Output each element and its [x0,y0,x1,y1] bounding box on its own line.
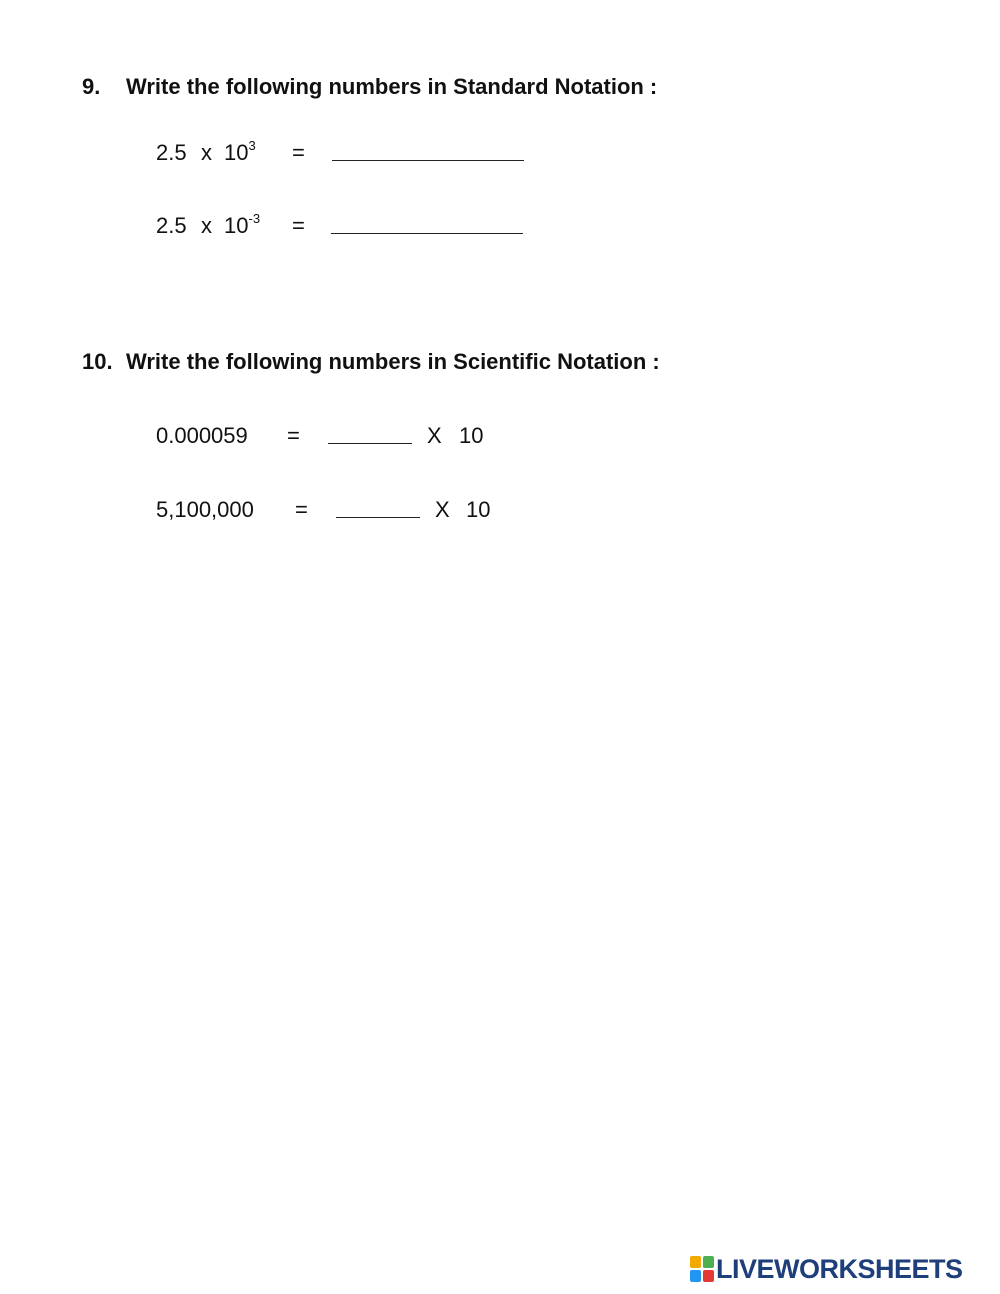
q9-item-1-base: 10 [224,140,249,165]
q9-item-2-answer-blank[interactable] [331,233,523,234]
q9-item-2 [156,211,556,241]
q9-item-1-times: x [201,140,212,165]
q10-item-1-answer-blank[interactable] [328,443,412,444]
q9-item-2-mantissa: 2.5 [156,213,187,238]
q9-item-2-base: 10 [224,213,249,238]
question-9-number: 9. [82,74,101,99]
q9-item-2-times: x [201,213,212,238]
q9-item-1-equals: = [292,140,305,165]
logo-square-3 [690,1270,701,1282]
q10-item-2-times: X [435,497,450,522]
logo-square-1 [690,1256,701,1268]
q9-item-1-mantissa: 2.5 [156,140,187,165]
q10-item-2-base: 10 [466,497,491,522]
liveworksheets-logo [690,1254,963,1284]
question-9-instruction: Write the following numbers in Standard Notation : [126,74,658,99]
q10-item-1 [156,421,556,451]
liveworksheets-logo-icon [690,1256,714,1282]
liveworksheets-logo-text: LIVEWORKSHEETS [716,1253,963,1284]
q10-item-2-answer-blank[interactable] [336,517,420,518]
logo-square-2 [703,1256,714,1268]
q10-item-1-times: X [427,423,442,448]
q9-item-1 [156,138,556,168]
question-10-number: 10. [82,349,113,374]
q10-item-1-value: 0.000059 [156,423,248,448]
q10-item-1-equals: = [287,423,300,448]
q10-item-1-base: 10 [459,423,484,448]
question-9-heading [82,74,657,100]
q9-item-1-exponent: 3 [248,138,256,153]
q10-item-2-value: 5,100,000 [156,497,254,522]
q10-item-2 [156,495,556,525]
q9-item-2-equals: = [292,213,305,238]
q10-item-2-equals: = [295,497,308,522]
question-10-instruction: Write the following numbers in Scientific Notation : [126,349,660,374]
q9-item-2-exponent: -3 [248,211,261,226]
question-10-heading [82,349,660,375]
q9-item-1-answer-blank[interactable] [332,160,524,161]
logo-square-4 [703,1270,714,1282]
